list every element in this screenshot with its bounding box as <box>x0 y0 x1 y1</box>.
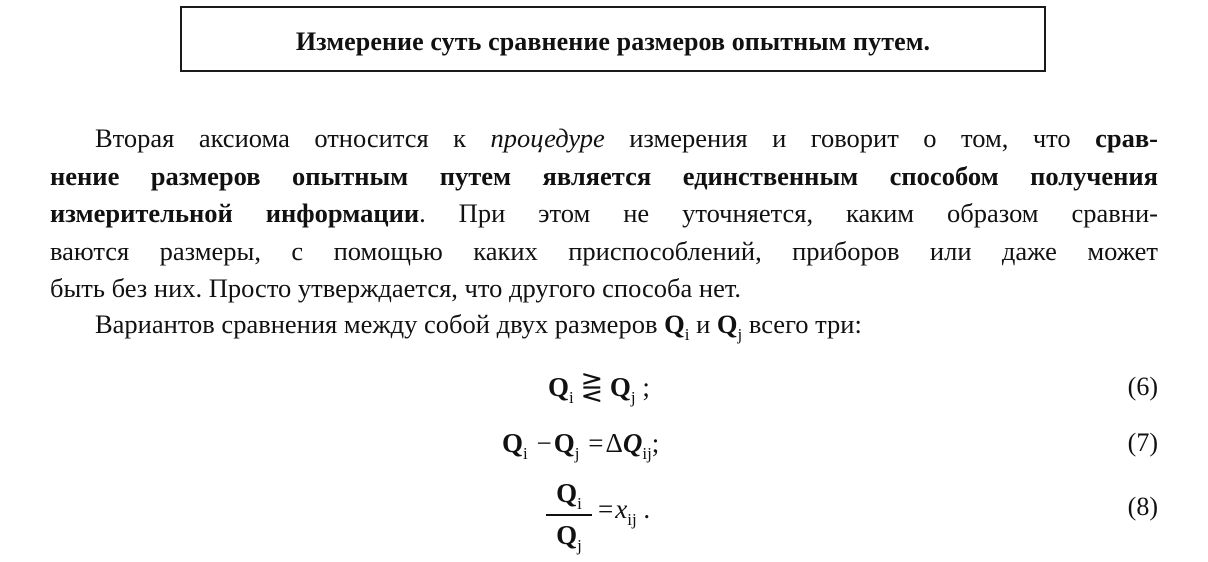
paragraph-1-line-1 <box>50 120 1158 158</box>
equation-number-8: (8) <box>1127 492 1158 521</box>
subscript-i: i <box>523 444 528 463</box>
text-segment: и <box>689 309 717 339</box>
fraction <box>546 478 592 554</box>
equals-sign: = <box>588 428 604 458</box>
equation-number-6: (6) <box>1127 372 1158 401</box>
axiom-title: Измерение суть сравнение размеров опытным путем. <box>295 27 931 56</box>
bold-term: измерительной информации <box>50 198 420 228</box>
fraction-numerator <box>546 478 592 512</box>
semicolon: ; <box>651 428 660 458</box>
fraction-denominator <box>546 520 592 554</box>
symbol-x: x <box>615 494 628 524</box>
equation-number-7: (7) <box>1127 428 1158 457</box>
subscript-ij: ij <box>627 510 637 529</box>
paragraph-1-line-2: нение размеров опытным путем является единственным способом получения <box>50 160 1158 191</box>
text-segment: измерения и говорит о том, что <box>604 123 1096 153</box>
subscript-i: i <box>577 494 582 513</box>
delta-symbol: Δ <box>605 428 623 458</box>
fraction-bar <box>546 514 592 516</box>
equation-6-row <box>0 372 1208 422</box>
text-segment: . При этом не уточняется, каким образом сравни- <box>419 198 1158 228</box>
equation-6 <box>548 372 650 407</box>
text-segment: Вторая аксиома относится к <box>95 123 491 153</box>
italic-term: процедуре <box>490 123 605 153</box>
semicolon: ; <box>642 372 650 402</box>
equation-8-rhs <box>596 494 651 529</box>
symbol-q: Q <box>556 478 578 508</box>
subscript-i: i <box>684 325 690 344</box>
symbol-q: Q <box>502 428 524 458</box>
minus-sign: − <box>536 428 552 458</box>
equation-7 <box>502 428 660 463</box>
text-segment: Вариантов сравнения между собой двух размеров <box>95 309 665 339</box>
subscript-i: i <box>569 388 574 407</box>
equation-7-row <box>0 428 1208 478</box>
symbol-q-italic: Q <box>622 428 643 458</box>
symbol-q: Q <box>716 309 738 339</box>
paragraph-2-line-1 <box>50 306 1158 347</box>
symbol-q: Q <box>548 372 570 402</box>
comparison-symbol: ⋛ <box>580 372 604 402</box>
period: . <box>643 494 651 524</box>
bold-term: срав- <box>1095 123 1158 153</box>
paragraph-1-line-5: быть без них. Просто утверждается, что другого способа нет. <box>50 273 742 303</box>
axiom-box <box>180 6 1046 72</box>
paragraph-1-line-3 <box>50 195 1158 233</box>
symbol-q: Q <box>664 309 685 339</box>
paragraph-2 <box>50 306 1158 347</box>
text-segment: всего три: <box>742 309 862 339</box>
subscript-ij: ij <box>642 444 652 463</box>
subscript-j: j <box>577 536 582 555</box>
symbol-q: Q <box>553 428 575 458</box>
subscript-j: j <box>574 444 580 463</box>
symbol-q: Q <box>609 372 631 402</box>
paragraph-1 <box>50 120 1158 308</box>
subscript-j: j <box>737 325 743 344</box>
equation-8-row <box>0 478 1208 555</box>
subscript-j: j <box>630 388 636 407</box>
paragraph-1-line-4: ваются размеры, с помощью каких приспособлений, приборов или даже может <box>50 235 1158 266</box>
equals-sign: = <box>598 494 614 524</box>
symbol-q: Q <box>556 520 578 550</box>
